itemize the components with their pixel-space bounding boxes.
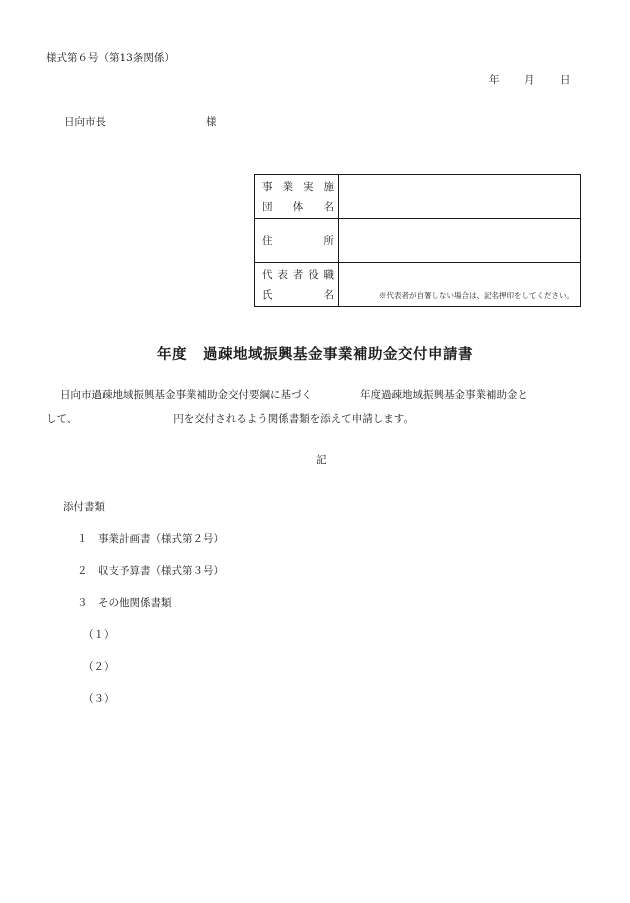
address-field[interactable] bbox=[339, 219, 581, 263]
table-row bbox=[255, 263, 581, 307]
item-text: 事業計画書（様式第２号） bbox=[98, 533, 224, 545]
table-row bbox=[255, 219, 581, 263]
ki-marker: 記 bbox=[316, 454, 327, 466]
date-month-label: 月 bbox=[524, 74, 535, 86]
representative-field[interactable] bbox=[339, 263, 581, 307]
label-char: 氏 bbox=[262, 288, 273, 301]
label-char: 表 bbox=[277, 268, 288, 281]
title-year-prefix: 年度 bbox=[157, 347, 187, 363]
organization-name-label bbox=[255, 175, 339, 219]
body-text: して、 bbox=[46, 413, 78, 425]
item-number: ２ bbox=[77, 565, 88, 577]
label-char: 体 bbox=[292, 200, 304, 213]
list-item bbox=[77, 595, 172, 610]
label-line bbox=[262, 197, 334, 217]
attachments-heading: 添付書類 bbox=[63, 501, 105, 513]
label-line bbox=[262, 265, 334, 285]
label-char: 事 bbox=[262, 180, 273, 193]
label-char: 実 bbox=[303, 180, 314, 193]
body-line-1 bbox=[60, 387, 528, 402]
addressee-name: 日向市長 bbox=[64, 116, 106, 128]
label-char: 名 bbox=[323, 288, 334, 301]
date-day-label: 日 bbox=[560, 74, 571, 86]
body-line-2 bbox=[46, 411, 414, 426]
representative-label bbox=[255, 263, 339, 307]
form-number: 様式第６号（第13条関係） bbox=[46, 52, 175, 64]
label-char: 業 bbox=[282, 180, 293, 193]
label-char: 役 bbox=[308, 268, 319, 281]
body-text: 円を交付されるよう関係書類を添えて申請します。 bbox=[173, 413, 414, 425]
label-line bbox=[262, 177, 334, 197]
sub-list-item: （３） bbox=[83, 693, 115, 705]
title-main: 過疎地域振興基金事業補助金交付申請書 bbox=[203, 347, 473, 363]
item-text: その他関係書類 bbox=[98, 597, 172, 609]
date-year-label: 年 bbox=[489, 74, 500, 86]
body-text: 日向市過疎地域振興基金事業補助金交付要綱に基づく bbox=[60, 389, 312, 401]
document-title bbox=[0, 343, 630, 364]
label-char: 代 bbox=[262, 268, 273, 281]
label-line bbox=[262, 285, 334, 305]
sub-list-item: （２） bbox=[83, 661, 115, 673]
item-text: 収支予算書（様式第３号） bbox=[98, 565, 224, 577]
organization-name-field[interactable] bbox=[339, 175, 581, 219]
sub-list-item: （１） bbox=[83, 629, 115, 641]
signature-note: ※代表者が自署しない場合は、記名押印をしてください。 bbox=[379, 290, 574, 300]
label-char: 所 bbox=[323, 234, 334, 247]
body-text: 年度過疎地域振興基金事業補助金と bbox=[360, 389, 528, 401]
label-line bbox=[262, 231, 334, 251]
list-item bbox=[77, 531, 224, 546]
table-row bbox=[255, 175, 581, 219]
address-label bbox=[255, 219, 339, 263]
label-char: 団 bbox=[262, 200, 273, 213]
label-char: 住 bbox=[262, 234, 273, 247]
item-number: ３ bbox=[77, 597, 88, 609]
list-item bbox=[77, 563, 224, 578]
addressee-honorific: 様 bbox=[206, 116, 217, 128]
label-char: 者 bbox=[292, 268, 304, 281]
label-char: 施 bbox=[323, 180, 334, 193]
item-number: １ bbox=[77, 533, 88, 545]
label-char: 名 bbox=[323, 200, 334, 213]
applicant-info-table bbox=[254, 174, 581, 307]
label-char: 職 bbox=[323, 268, 334, 281]
